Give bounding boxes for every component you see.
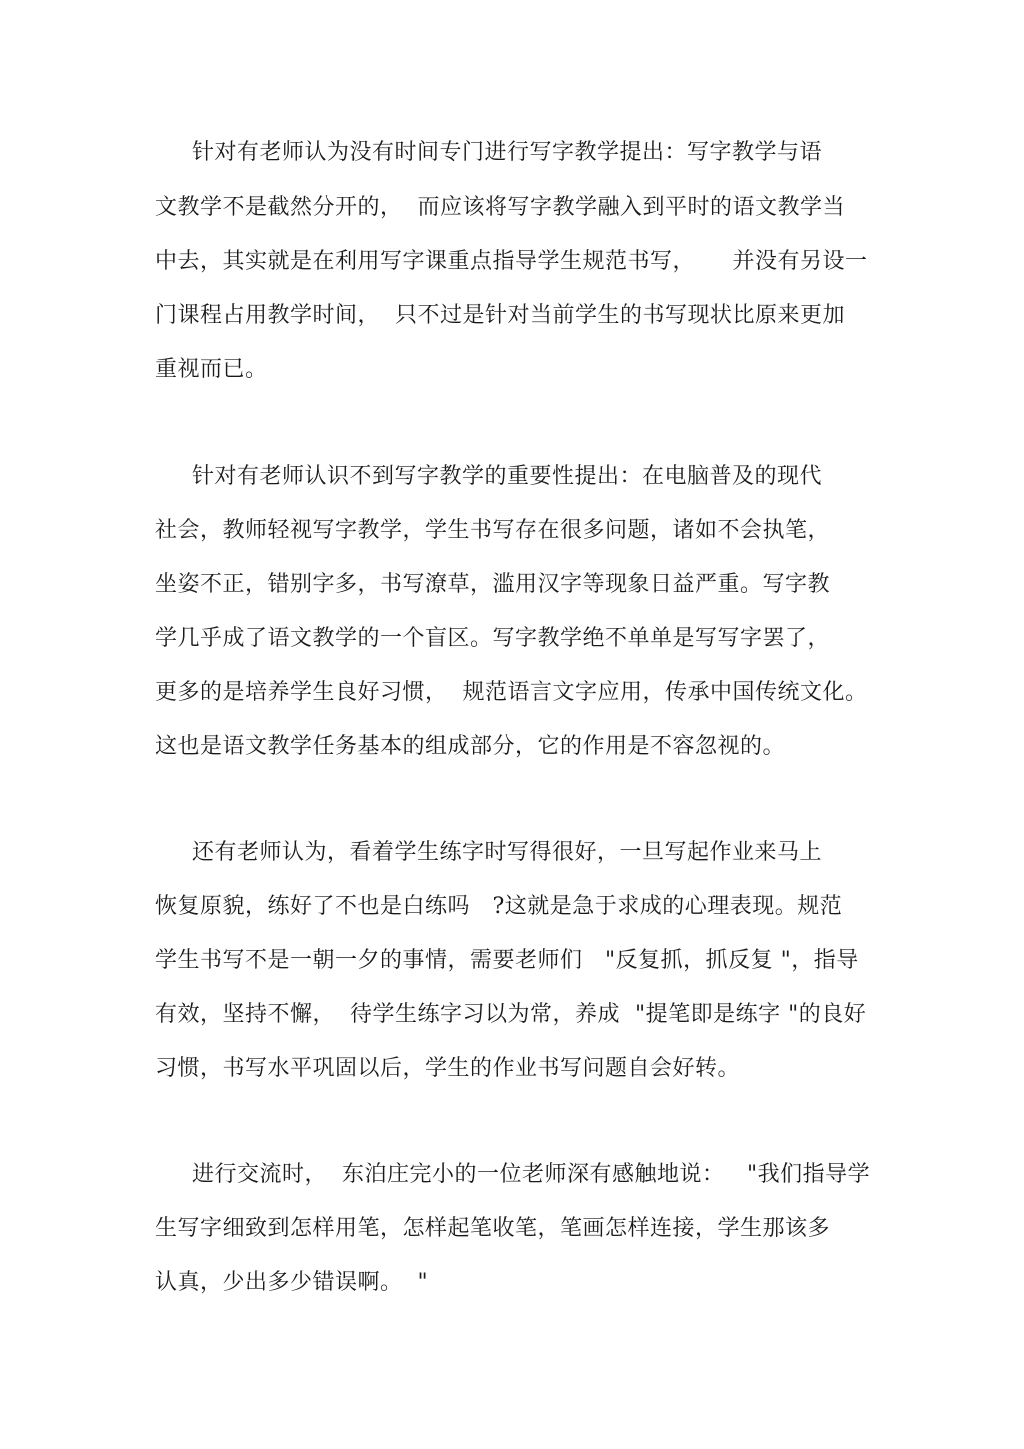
paragraph-2-line-6: 这也是语文教学任务基本的组成部分，它的作用是不容忽视的。 xyxy=(155,734,786,759)
paragraph-3-line-1: 还有老师认为，看着学生练字时写得很好，一旦写起作业来马上 xyxy=(192,840,823,865)
paragraph-1-line-2: 文教学不是截然分开的， 而应该将写字教学融入到平时的语文教学当 xyxy=(155,195,845,220)
paragraph-2-line-3: 坐姿不正，错别字多，书写潦草，滥用汉字等现象日益严重。写字教 xyxy=(155,572,831,597)
paragraph-2-line-5: 更多的是培养学生良好习惯， 规范语言文字应用，传承中国传统文化。 xyxy=(155,680,868,705)
paragraph-3-line-4: 有效，坚持不懈， 待学生练字习以为常，养成 "提笔即是练字 "的良好 xyxy=(155,1002,867,1027)
paragraph-1-line-1: 针对有老师认为没有时间专门进行写字教学提出：写字教学与语 xyxy=(192,140,823,165)
paragraph-4-line-3: 认真，少出多少错误啊。 " xyxy=(155,1270,429,1295)
paragraph-4-line-2: 生写字细致到怎样用笔，怎样起笔收笔，笔画怎样连接，学生那该多 xyxy=(155,1216,831,1241)
paragraph-3-line-2: 恢复原貌，练好了不也是白练吗 ?这就是急于求成的心理表现。规范 xyxy=(155,894,843,919)
paragraph-2-line-1: 针对有老师认识不到写字教学的重要性提出：在电脑普及的现代 xyxy=(192,464,823,489)
paragraph-1-line-5: 重视而已。 xyxy=(155,357,268,382)
paragraph-2-line-2: 社会，教师轻视写字教学，学生书写存在很多问题，诸如不会执笔， xyxy=(155,518,831,543)
paragraph-4-line-1: 进行交流时， 东泊庄完小的一位老师深有感触地说： "我们指导学 xyxy=(192,1162,871,1187)
paragraph-3-line-3: 学生书写不是一朝一夕的事情，需要老师们 "反复抓，抓反复 "，指导 xyxy=(155,948,859,973)
paragraph-1-line-4: 门课程占用教学时间， 只不过是针对当前学生的书写现状比原来更加 xyxy=(155,303,845,328)
paragraph-3-line-5: 习惯，书写水平巩固以后，学生的作业书写问题自会好转。 xyxy=(155,1056,741,1081)
paragraph-2-line-4: 学几乎成了语文教学的一个盲区。写字教学绝不单单是写写字罢了， xyxy=(155,626,831,651)
paragraph-1-line-3: 中去，其实就是在利用写字课重点指导学生规范书写， 并没有另设一 xyxy=(155,249,868,274)
